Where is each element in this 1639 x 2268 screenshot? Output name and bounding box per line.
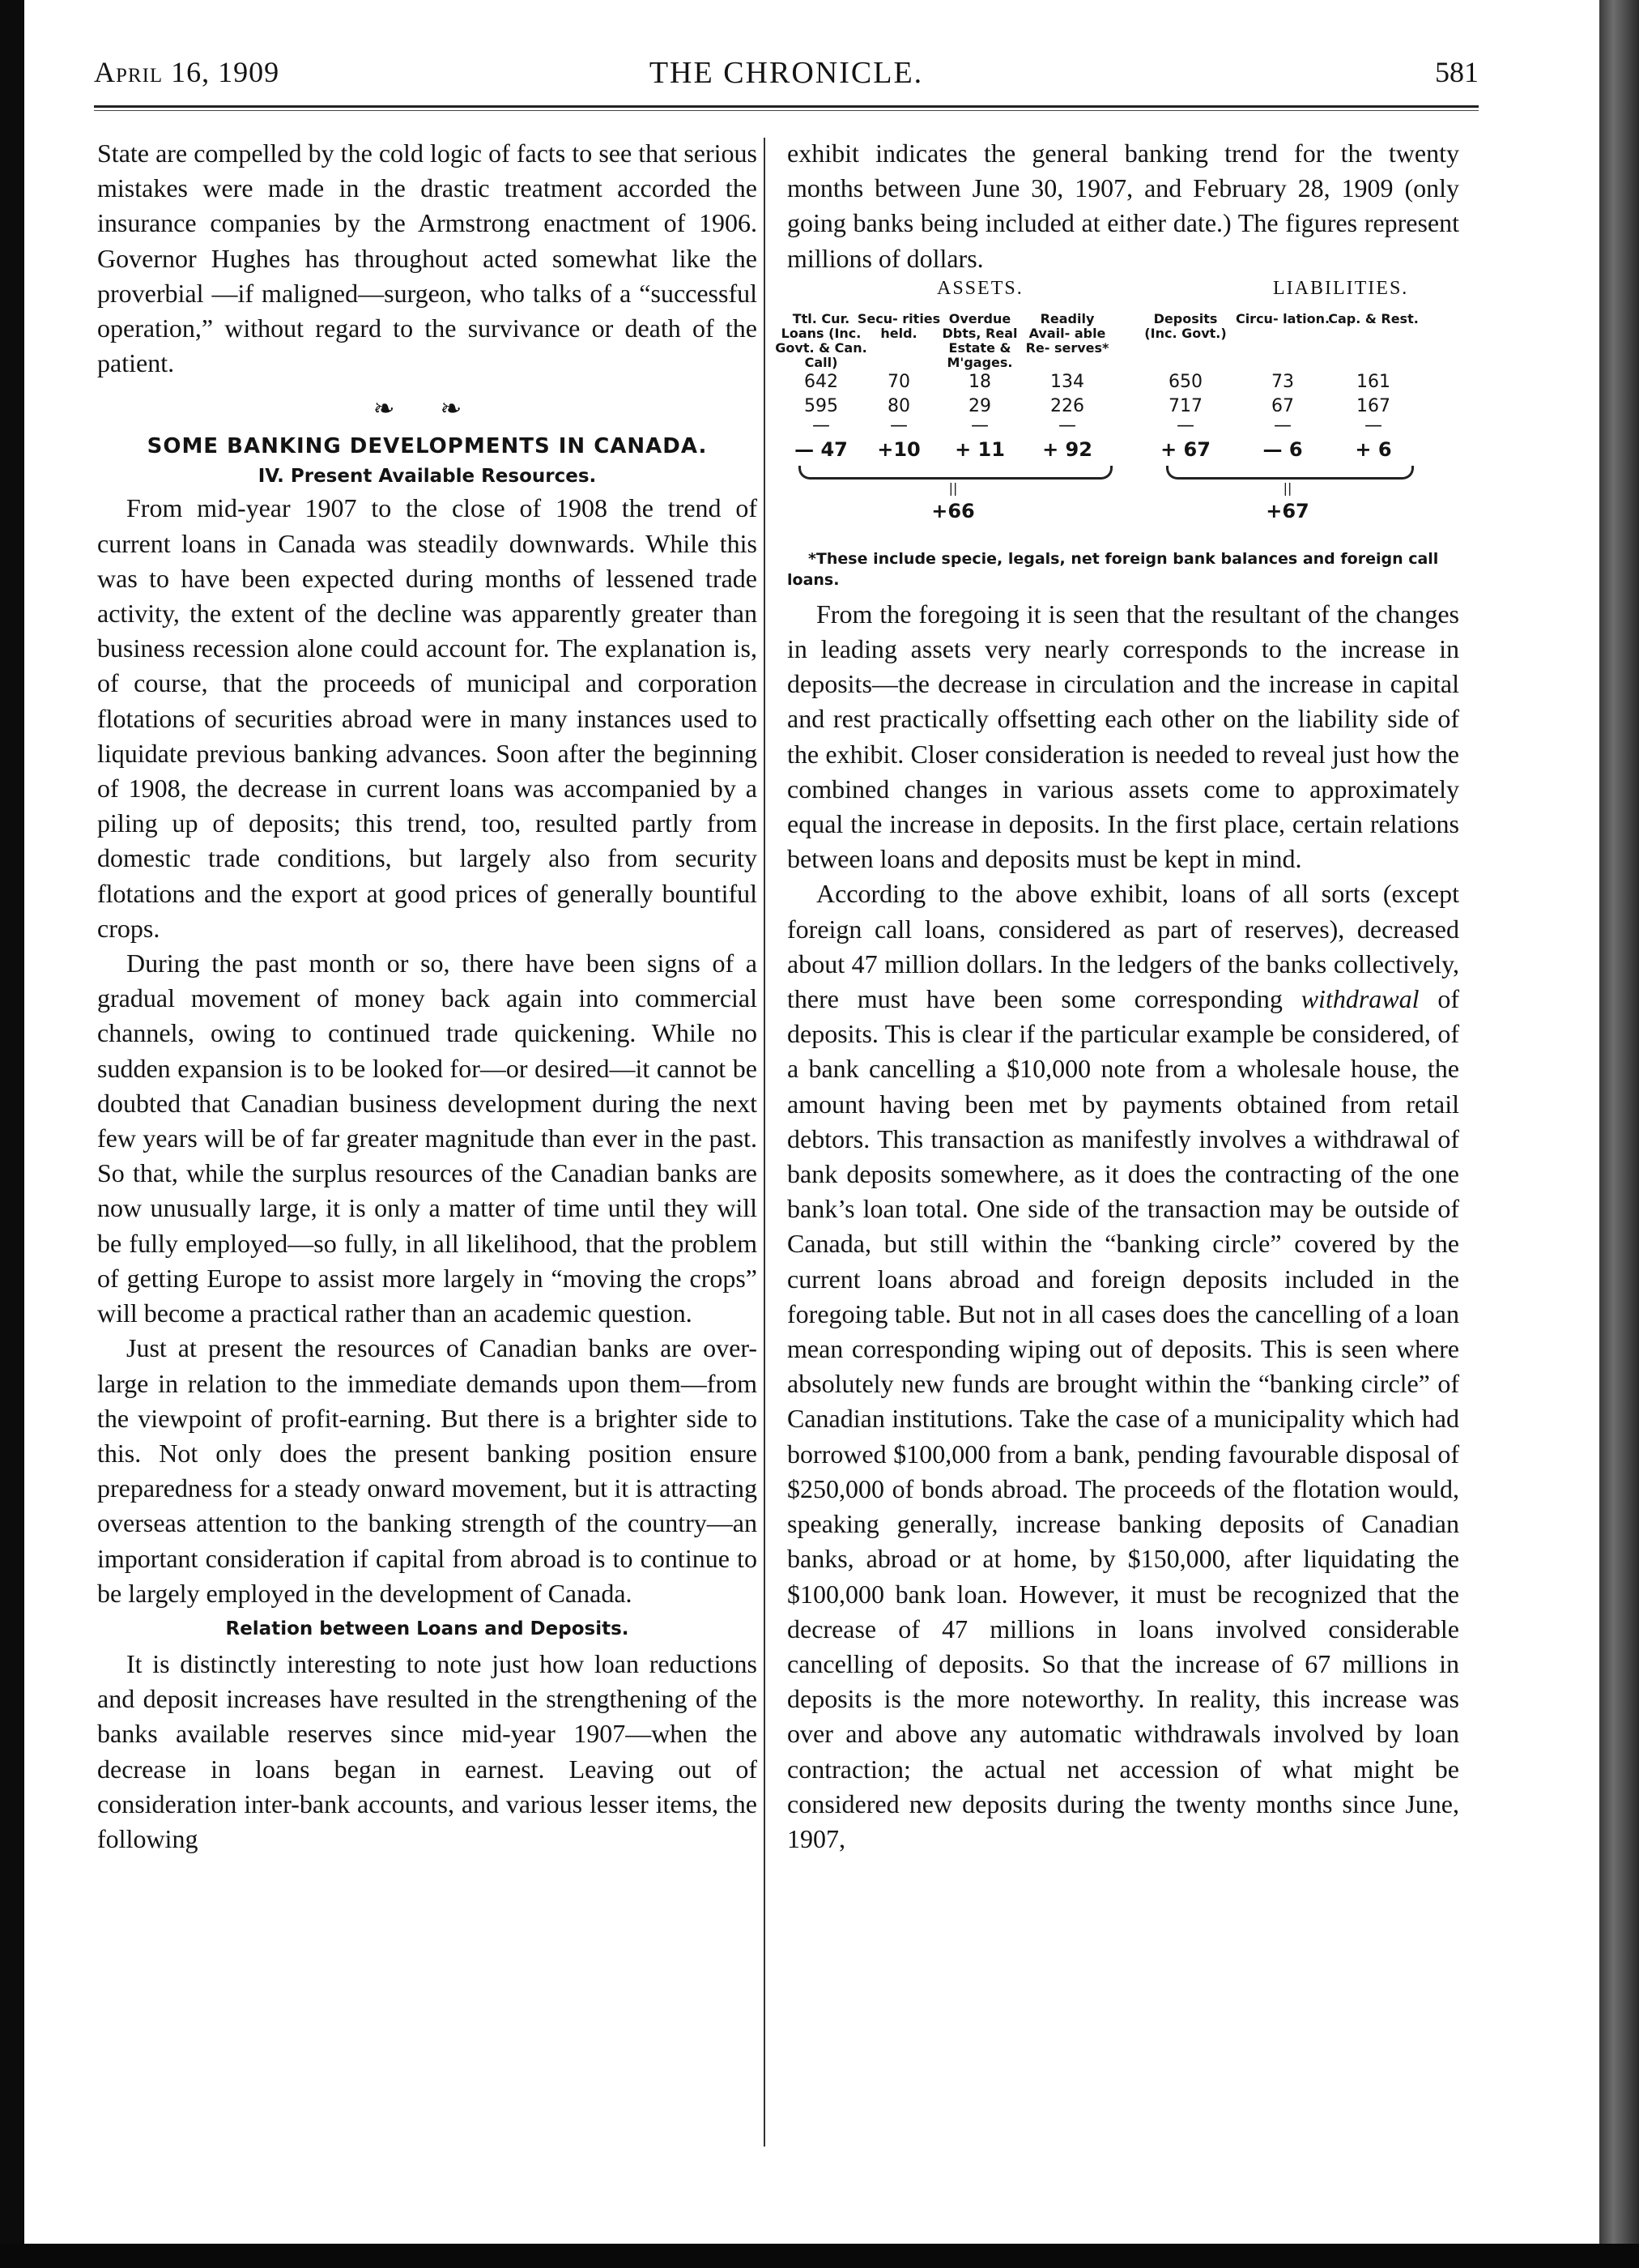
assets-equals-mark: || [948, 480, 958, 496]
value-1907-circulation: 73 [1271, 371, 1294, 392]
value-1907-reserves: 134 [1050, 371, 1084, 392]
ornament-divider: ❧ ❧ [372, 394, 482, 424]
article-paragraph-4: It is distinctly interesting to note just how loan reductions and deposit increases have resulted in the strengthening of the banks available reserves since mid-year 1907—when the decrease in loans began in earnest. Leaving out of consideration inter-bank accounts, and various lesser items, the following [97, 1648, 757, 1853]
liabilities-total: +67 [1266, 499, 1309, 522]
page-number: 581 [1435, 56, 1479, 88]
left-column [97, 136, 757, 1857]
change-loans: — 47 [794, 437, 848, 461]
subheading-loans-deposits: Relation between Loans and Deposits. [225, 1618, 629, 1639]
value-1907-overdue: 18 [968, 371, 991, 392]
table-footnote: *These include specie, legals, net foreign bank balances and foreign call loans. [787, 549, 1439, 589]
paragraph-6-start: According to the above exhibit, loans of all sorts (except foreign call loans, considered as part of reserves), decreased about 47 million dollars. In the ledgers of the banks collectively, there must have been some corresponding [787, 879, 1459, 1014]
change-circulation: — 6 [1262, 437, 1303, 461]
sum-rule: — [1364, 415, 1382, 436]
assets-brace [798, 466, 1113, 480]
col-header-loans: Ttl. Cur. Loans (Inc. Govt. & Can. Call) [775, 310, 867, 370]
value-1907-capital: 161 [1356, 371, 1390, 392]
scan-bottom-edge [0, 2244, 1639, 2268]
value-1907-deposits: 650 [1169, 371, 1203, 392]
change-reserves: + 92 [1042, 437, 1092, 461]
assets-total: +66 [931, 499, 975, 522]
liabilities-label: LIABILITIES. [1273, 277, 1409, 299]
section-heading: SOME BANKING DEVELOPMENTS IN CANADA. [147, 434, 708, 459]
right-column [775, 136, 1460, 1857]
sum-rule: — [971, 415, 989, 436]
liabilities-equals-mark: || [1283, 480, 1292, 496]
intro-paragraph: State are compelled by the cold logic of facts to see that serious mistakes were made in the drastic treatment accorded the insurance companies by the Armstrong enactment of 1906. Governor Hughes has throughout acted somewhat like the proverbial —if maligned—surgeon, who talks of a “successful operation,” without regard to the survivance or death of the patient. [97, 139, 757, 378]
value-1909-capital: 167 [1356, 395, 1390, 416]
sum-rule: — [1177, 415, 1194, 436]
change-overdue: + 11 [955, 437, 1005, 461]
continued-paragraph: exhibit indicates the general banking trend for the twenty months between June 30, 1907, and February 28, 1909 (only going banks being included at either date.) The figures represent millions of dollars. [787, 139, 1459, 273]
liabilities-brace [1166, 466, 1414, 480]
book-spine [1599, 0, 1639, 2268]
col-header-deposits: Deposits (Inc. Govt.) [1144, 310, 1227, 341]
sum-rule: — [1274, 415, 1292, 436]
assets-label: ASSETS. [937, 277, 1024, 299]
issue-date: April 16, 1909 [94, 56, 280, 88]
article-paragraph-1: From mid-year 1907 to the close of 1908 the trend of current loans in Canada was steadily downwards. While this was to have been expected during months of lessened trade activity, the extent of the decline was apparently greater than business recession alone could account for. The explanation is, of course, that the proceeds of municipal and corporation flotations of securities abroad were in many instances used to liquidate previous banking advances. Soon after the beginning of 1908, the decrease in current loans was accompanied by a piling up of deposits; this trend, too, resulted partly from domestic trade conditions, but largely also from security flotations and the export at good prices of generally bountiful crops. [97, 493, 757, 943]
change-deposits: + 67 [1160, 437, 1211, 461]
header-rule [94, 105, 1479, 108]
banking-trend-table [775, 276, 1459, 544]
change-securities: +10 [877, 437, 921, 461]
value-1909-loans: 595 [804, 395, 838, 416]
section-subheading: IV. Present Available Resources. [258, 466, 597, 488]
value-1907-loans: 642 [804, 371, 838, 392]
col-header-reserves: Readily Avail- able Re- serves* [1025, 310, 1109, 356]
sum-rule: — [812, 415, 830, 436]
col-header-overdue: Overdue Dbts, Real Estate & M'gages. [942, 310, 1018, 370]
sum-rule: — [890, 415, 908, 436]
column-divider [764, 138, 765, 2146]
publication-title: THE CHRONICLE. [649, 56, 924, 90]
article-paragraph-2: During the past month or so, there have been signs of a gradual movement of money back again into commercial channels, owing to continued trade quickening. While no sudden expansion is to be looked for—or desired—it cannot be doubted that Canadian business development during the next few years will be of far greater magnitude than ever in the past. So that, while the surplus resources of the Canadian banks are now unusually large, it is only a matter of time until they will be fully employed—so fully, in all likelihood, that the problem of getting Europe to assist more largely in “moving the crops” will become a practical rather than an academic question. [97, 949, 757, 1328]
value-1909-circulation: 67 [1271, 395, 1294, 416]
sum-rule: — [1058, 415, 1076, 436]
newspaper-page [24, 0, 1599, 2268]
col-header-securities: Secu- rities held. [857, 310, 941, 341]
italic-withdrawal: withdrawal [1301, 984, 1420, 1014]
header-rule-thin [94, 110, 1479, 111]
paragraph-6-end: of deposits. This is clear if the particular example be considered, of a bank cancelling a $10,000 note from a wholesale house, the amount having been met by payments obtained from retail debtors. This transaction as manifestly involves a withdrawal of bank deposits somewhere, as it does the contracting of the one bank’s loan total. One side of the transaction may be outside of Canada, but still within the “banking circle” covered by the current loans abroad and foreign deposits included in the foregoing table. But not in all cases does the cancelling of a loan mean corresponding wiping out of deposits. This is seen where absolutely new funds are brought within the “banking circle” of Canadian institutions. Take the case of a municipality which had borrowed $100,000 from a bank, pending favourable disposal of $250,000 of bonds abroad. The proceeds of the flotation would, speaking generally, increase banking deposits of Canadian banks, abroad or at home, by $150,000, after liquidating the $100,000 bank loan. However, it must be recognized that the decrease of 47 millions in loans involved considerable cancelling of deposits. So that the increase of 67 millions in deposits is the more noteworthy. In reality, this increase was over and above any automatic withdrawals involved by loan contraction; the actual net accession of what might be considered new deposits during the twenty months since June, 1907, [787, 984, 1460, 1853]
article-paragraph-5: From the foregoing it is seen that the resultant of the changes in leading assets very nearly corresponds to the increase in deposits—the decrease in circulation and the increase in capital and rest practically offsetting each other on the liability side of the exhibit. Closer consideration is needed to reveal just how the combined changes in various assets come to approximately equal the increase in deposits. In the first place, certain relations between loans and deposits must be kept in mind. [787, 599, 1459, 874]
value-1909-deposits: 717 [1169, 395, 1203, 416]
value-1909-securities: 80 [888, 395, 910, 416]
article-paragraph-3: Just at present the resources of Canadian banks are over-large in relation to the immediate demands upon them—from the viewpoint of profit-earning. But there is a brighter side to this. Not only does the present banking position ensure preparedness for a steady onward movement, but it is attracting overseas attention to the banking strength of the country—an important consideration if capital from abroad is to continue to be largely employed in the development of Canada. [97, 1333, 757, 1608]
page-header [94, 55, 1479, 104]
col-header-circulation: Circu- lation. [1235, 310, 1330, 326]
change-capital: + 6 [1355, 437, 1392, 461]
value-1909-reserves: 226 [1050, 395, 1084, 416]
value-1907-securities: 70 [888, 371, 910, 392]
value-1909-overdue: 29 [968, 395, 991, 416]
col-header-capital: Cap. & Rest. [1328, 310, 1419, 326]
article-paragraph-6 [787, 876, 1459, 1857]
